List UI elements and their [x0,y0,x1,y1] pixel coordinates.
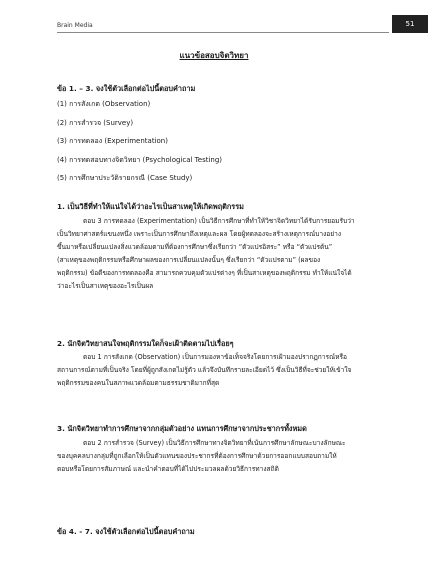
answer-paragraph [57,351,389,390]
answer-paragraph [57,215,389,292]
page-title: แนวข้อสอบจิตวิทยา [179,51,249,60]
option-item: (1) การสังเกต (Observation) [57,100,151,108]
answer-line: ว่าอะไรเป็นสาเหตุของอะไรเป็นผล [57,281,154,290]
option-item: (5) การศึกษาประวัติรายกรณี (Case Study) [57,174,193,182]
option-item: (4) การทดสอบทางจิตวิทยา (Psychological Testing) [57,155,223,164]
answer-line: ตอบ 2 การสำรวจ (Survey) เป็นวิธีการศึกษาทางจิตวิทยาที่เน้นการศึกษาลักษณะบางลักษณะ [83,439,346,447]
header-rule [57,32,389,33]
answer-line: สถานการณ์ตามที่เป็นจริง โดยที่ผู้ถูกสังเกตไม่รู้ตัว แล้วจึงบันทึกรายละเอียดไว้ ซึ่งเป็นวิธีที่จะช่วยให้เข้าใจ [57,365,352,374]
question-heading: 2. นักจิตวิทยาสนใจพฤติกรรมใดก็จะเฝ้าติดตามไปเรื่อยๆ [57,339,234,348]
section-heading: ข้อ 4. - 7. จงใช้ตัวเลือกต่อไปนี้ตอบคำถาม [57,527,195,536]
answer-line: ของบุคคลบางกลุ่มที่ถูกเลือกให้เป็นตัวแทนของประชากรที่ต้องการศึกษาด้วยการออกแบบสอบถามให้ [57,451,337,460]
answer-line: ตอบหรือโดยการสัมภาษณ์ และนำคำตอบที่ได้ไปประมวลผลด้วยวิธีการทางสถิติ [57,464,279,473]
question-heading: 3. นักจิตวิทยาทำการศึกษาจากกลุ่มตัวอย่าง แทนการศึกษาจากประชากรทั้งหมด [57,424,307,433]
question-heading: 1. เป็นวิธีที่ทำให้แน่ใจได้ว่าอะไรเป็นสาเหตุให้เกิดพฤติกรรม [57,202,244,211]
section-heading: ข้อ 1. – 3. จงใช้ตัวเลือกต่อไปนี้ตอบคำถาม [57,84,196,93]
page-number: 51 [392,15,428,33]
answer-paragraph [57,437,389,476]
answer-line: พฤติกรรมของคนในสภาพแวดล้อมตามธรรมชาติมากที่สุด [57,378,220,387]
answer-line: ขึ้นมาหรือเปลี่ยนแปลงสิ่งแวดล้อมตามที่ต้องการศึกษาซึ่งเรียกว่า “ตัวแปรอิสระ” หรือ “ตัวแปรต้น” [57,242,333,251]
option-item: (3) การทดลอง (Experimentation) [57,137,168,145]
option-item: (2) การสำรวจ (Survey) [57,118,134,127]
answer-line: (สาเหตุของพฤติกรรมหรือศึกษาผลของการเปลี่ยนแปลงนั้นๆ ซึ่งเรียกว่า “ตัวแปรตาม” (ผลของ [57,255,321,264]
answer-line: พฤติกรรม) ข้อดีของการทดลองคือ สามารถควบคุมตัวแปรต่างๆ ที่เป็นสาเหตุของพฤติกรรม ทำให้แน่ใจได้ [57,268,352,277]
answer-line: เป็นวิทยาศาสตร์แขนงหนึ่ง เพราะเป็นการศึกษาถึงเหตุและผล โดยผู้ทดลองจะสร้างเหตุการณ์บางอย่าง [57,229,342,238]
answer-line: ตอบ 3 การทดลอง (Experimentation) เป็นวิธีการศึกษาที่ทำให้วิชาจิตวิทยาได้รับการยอมรับว่า [83,217,355,225]
option-list [57,98,222,191]
publisher-name: Brain Media [57,22,93,29]
answer-line: ตอบ 1 การสังเกต (Observation) เป็นการมองหาข้อเท็จจริงโดยการเฝ้ามองปรากฏการณ์หรือ [83,353,347,361]
